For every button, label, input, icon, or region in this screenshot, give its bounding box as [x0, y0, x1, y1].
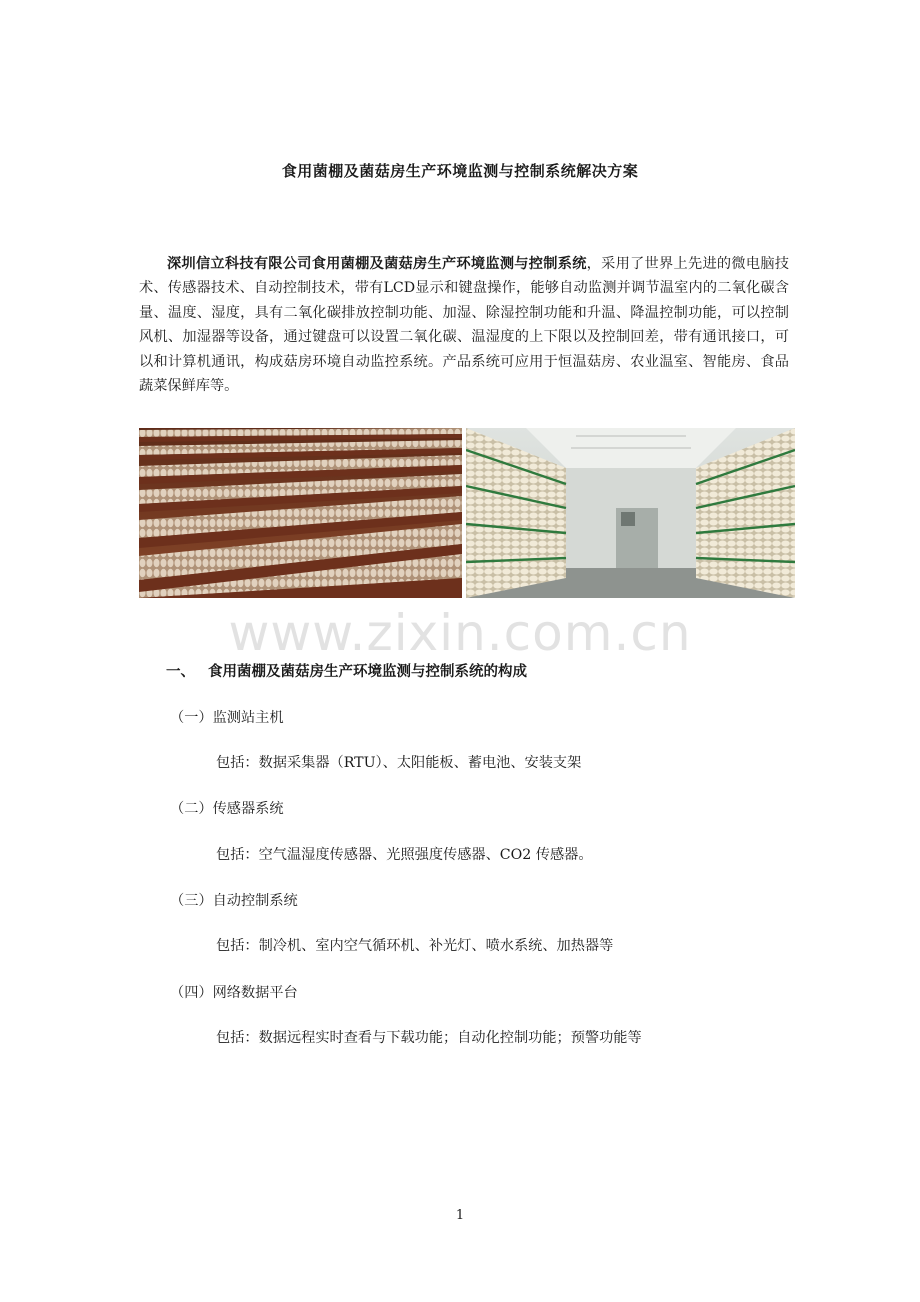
intro-paragraph: [139, 252, 789, 398]
mushroom-room-photo: [466, 428, 795, 598]
subsection-detail: 包括：空气温湿度传感器、光照强度传感器、CO2 传感器。: [216, 847, 593, 863]
intro-body-text: ，采用了世界上先进的微电脑技术、传感器技术、自动控制技术，带有LCD显示和键盘操作，能够自动监测并调节温室内的二氧化碳含量、温度、湿度，具有二氧化碳排放控制功能、加湿、除湿控制功能和升温、降温控制功能，可以控制风机、加湿器等设备，通过键盘可以设置二氧化碳、温湿度的上下限以及控制回差，带有通讯接口，可以和计算机通讯，构成菇房环境自动监控系统。产品系统可应用于恒温菇房、农业温室、智能房、食品蔬菜保鲜库等。: [139, 256, 789, 395]
section-number: 一、: [166, 664, 195, 680]
subsection-heading: （一）监测站主机: [170, 710, 284, 726]
watermark-text: www.zixin.com.cn: [228, 604, 692, 662]
mushroom-shelves-photo: [139, 428, 462, 598]
subsection-heading: （三）自动控制系统: [170, 893, 298, 909]
page-number: 1: [455, 1208, 465, 1223]
section-title: 食用菌棚及菌菇房生产环境监测与控制系统的构成: [208, 664, 527, 680]
subsection-detail: 包括：数据采集器（RTU）、太阳能板、蓄电池、安装支架: [216, 755, 582, 771]
subsection-heading: （二）传感器系统: [170, 801, 284, 817]
subsection-detail: 包括：数据远程实时查看与下载功能；自动化控制功能；预警功能等: [216, 1030, 642, 1046]
subsection-heading: （四）网络数据平台: [170, 985, 298, 1001]
subsection-detail: 包括：制冷机、室内空气循环机、补光灯、喷水系统、加热器等: [216, 938, 614, 954]
section-heading: [166, 660, 527, 681]
intro-company-name: 深圳信立科技有限公司食用菌棚及菌菇房生产环境监测与控制系统: [167, 256, 587, 272]
document-title: 食用菌棚及菌菇房生产环境监测与控制系统解决方案: [281, 162, 639, 180]
